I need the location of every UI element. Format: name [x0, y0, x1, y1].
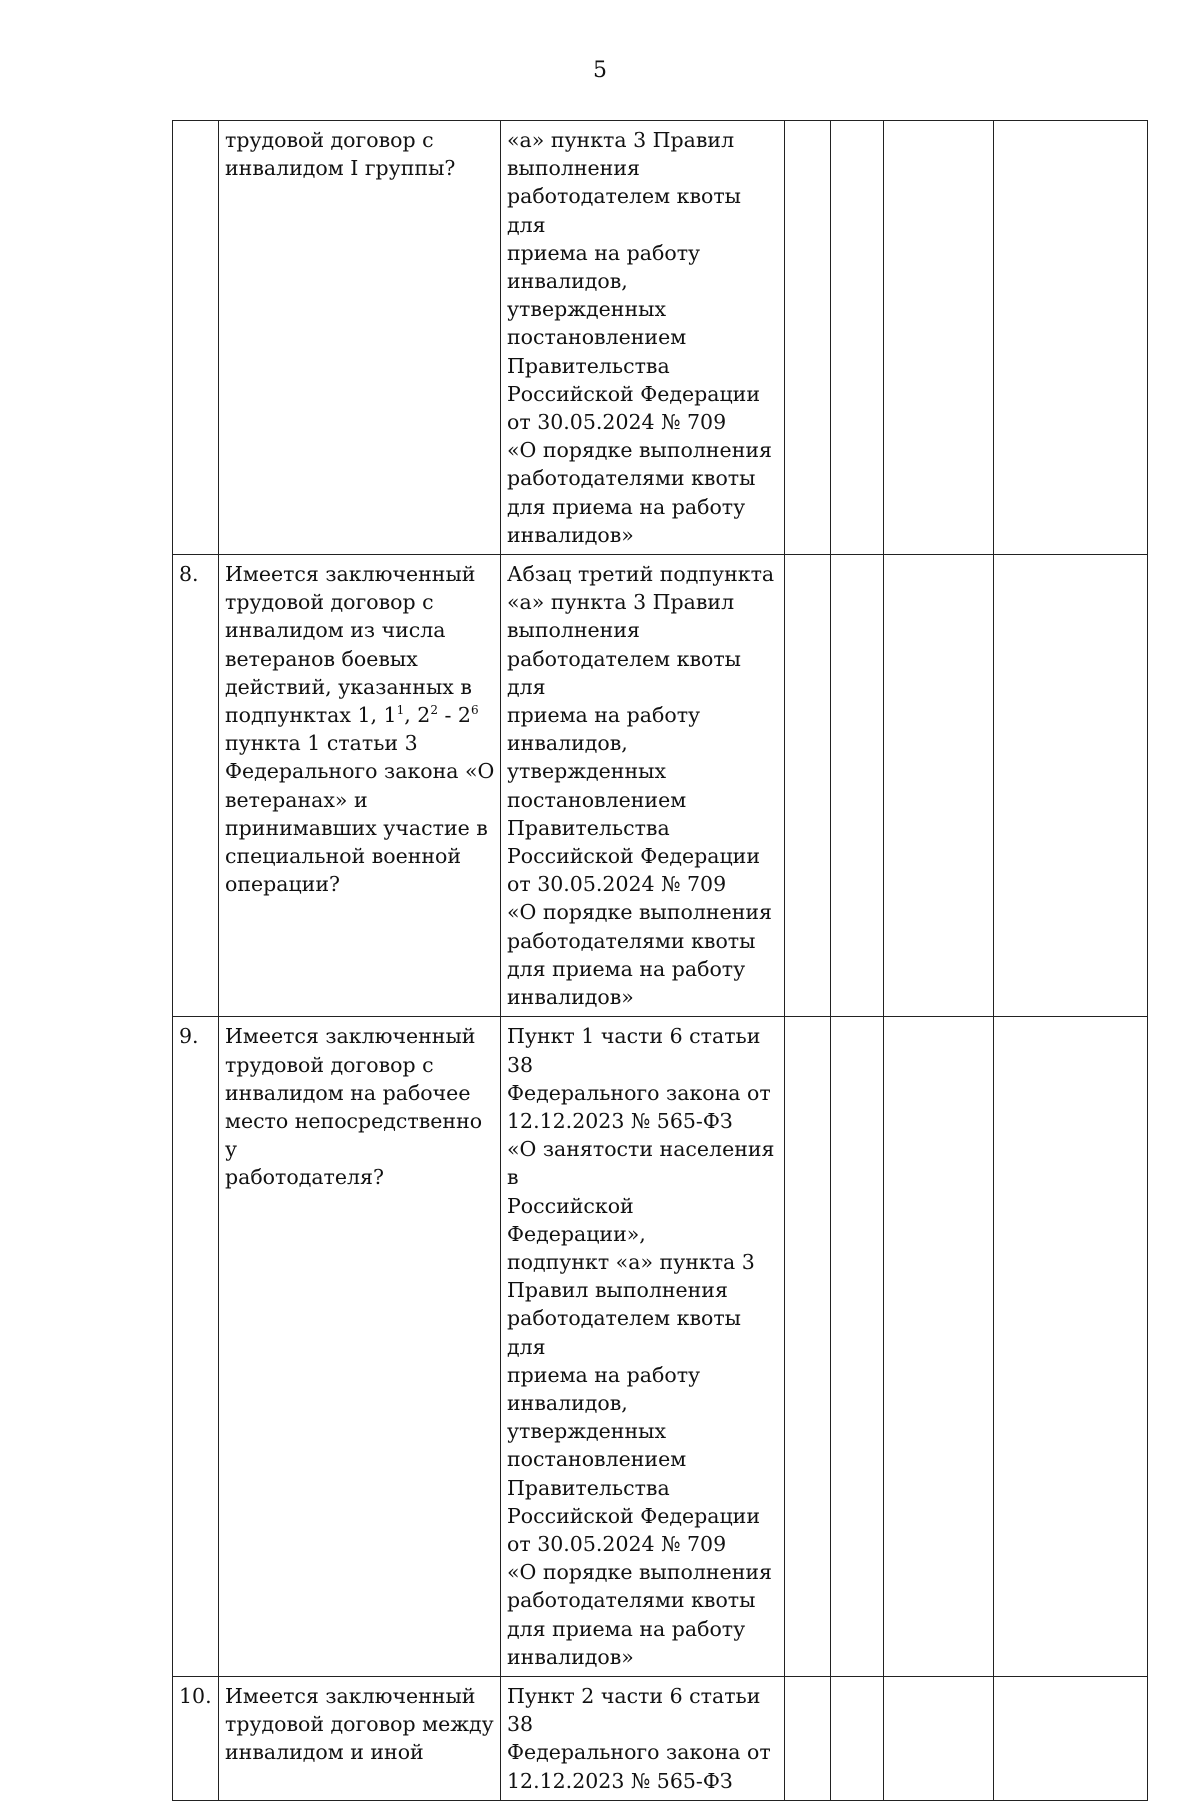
answer-na-cell [884, 1017, 994, 1677]
answer-no-cell [831, 555, 884, 1017]
answer-yes-cell [785, 1676, 831, 1800]
note-cell [994, 121, 1148, 555]
row-number: 10. [173, 1676, 219, 1800]
table-row [173, 121, 1148, 555]
answer-na-cell [884, 121, 994, 555]
page-number: 5 [593, 58, 607, 83]
answer-no-cell [831, 121, 884, 555]
answer-no-cell [831, 1017, 884, 1677]
superscript: 6 [470, 703, 479, 718]
reference-cell: Абзац третий подпункта «а» пункта 3 Правил выполнения работодателем квоты для приема на работу инвалидов, утвержденных постановлением Правительства Российской Федерации от 30.05.2024 № 709 «О порядке выполнения работодателями квоты для приема на работу инвалидов» [501, 555, 785, 1017]
question-cell: трудовой договор с инвалидом I группы? [219, 121, 501, 555]
question-text: - 2 [437, 703, 471, 728]
table-row [173, 1676, 1148, 1800]
table-row [173, 555, 1148, 1017]
reference-cell: Пункт 2 части 6 статьи 38 Федерального закона от 12.12.2023 № 565-ФЗ [501, 1676, 785, 1800]
answer-no-cell [831, 1676, 884, 1800]
question-cell [219, 555, 501, 1017]
row-number: 9. [173, 1017, 219, 1677]
note-cell [994, 555, 1148, 1017]
table-row [173, 1017, 1148, 1677]
question-text: Имеется заключенный трудовой договор с инвалидом из числа ветеранов боевых действий, указанных в подпунктах 1, 1 [225, 562, 476, 728]
note-cell [994, 1676, 1148, 1800]
row-number: 8. [173, 555, 219, 1017]
question-cell: Имеется заключенный трудовой договор между инвалидом и иной [219, 1676, 501, 1800]
superscript: 1 [396, 703, 405, 718]
superscript: 2 [430, 703, 438, 718]
answer-yes-cell [785, 1017, 831, 1677]
answer-yes-cell [785, 121, 831, 555]
answer-na-cell [884, 555, 994, 1017]
note-cell [994, 1017, 1148, 1677]
reference-cell: «а» пункта 3 Правил выполнения работодателем квоты для приема на работу инвалидов, утвержденных постановлением Правительства Российской Федерации от 30.05.2024 № 709 «О порядке выполнения работодателями квоты для приема на работу инвалидов» [501, 121, 785, 555]
question-text: пункта 1 статьи 3 Федерального закона «О ветеранах» и принимавших участие в специальной военной операции? [225, 731, 495, 897]
answer-na-cell [884, 1676, 994, 1800]
answer-yes-cell [785, 555, 831, 1017]
checklist-table [172, 120, 1148, 1801]
question-cell: Имеется заключенный трудовой договор с инвалидом на рабочее место непосредственно у работодателя? [219, 1017, 501, 1677]
reference-cell: Пункт 1 части 6 статьи 38 Федерального закона от 12.12.2023 № 565-ФЗ «О занятости населения в Российской Федерации», подпункт «а» пункта 3 Правил выполнения работодателем квоты для приема на работу инвалидов, утвержденных постановлением Правительства Российской Федерации от 30.05.2024 № 709 «О порядке выполнения работодателями квоты для приема на работу инвалидов» [501, 1017, 785, 1677]
question-text: , 2 [404, 703, 431, 728]
row-number [173, 121, 219, 555]
